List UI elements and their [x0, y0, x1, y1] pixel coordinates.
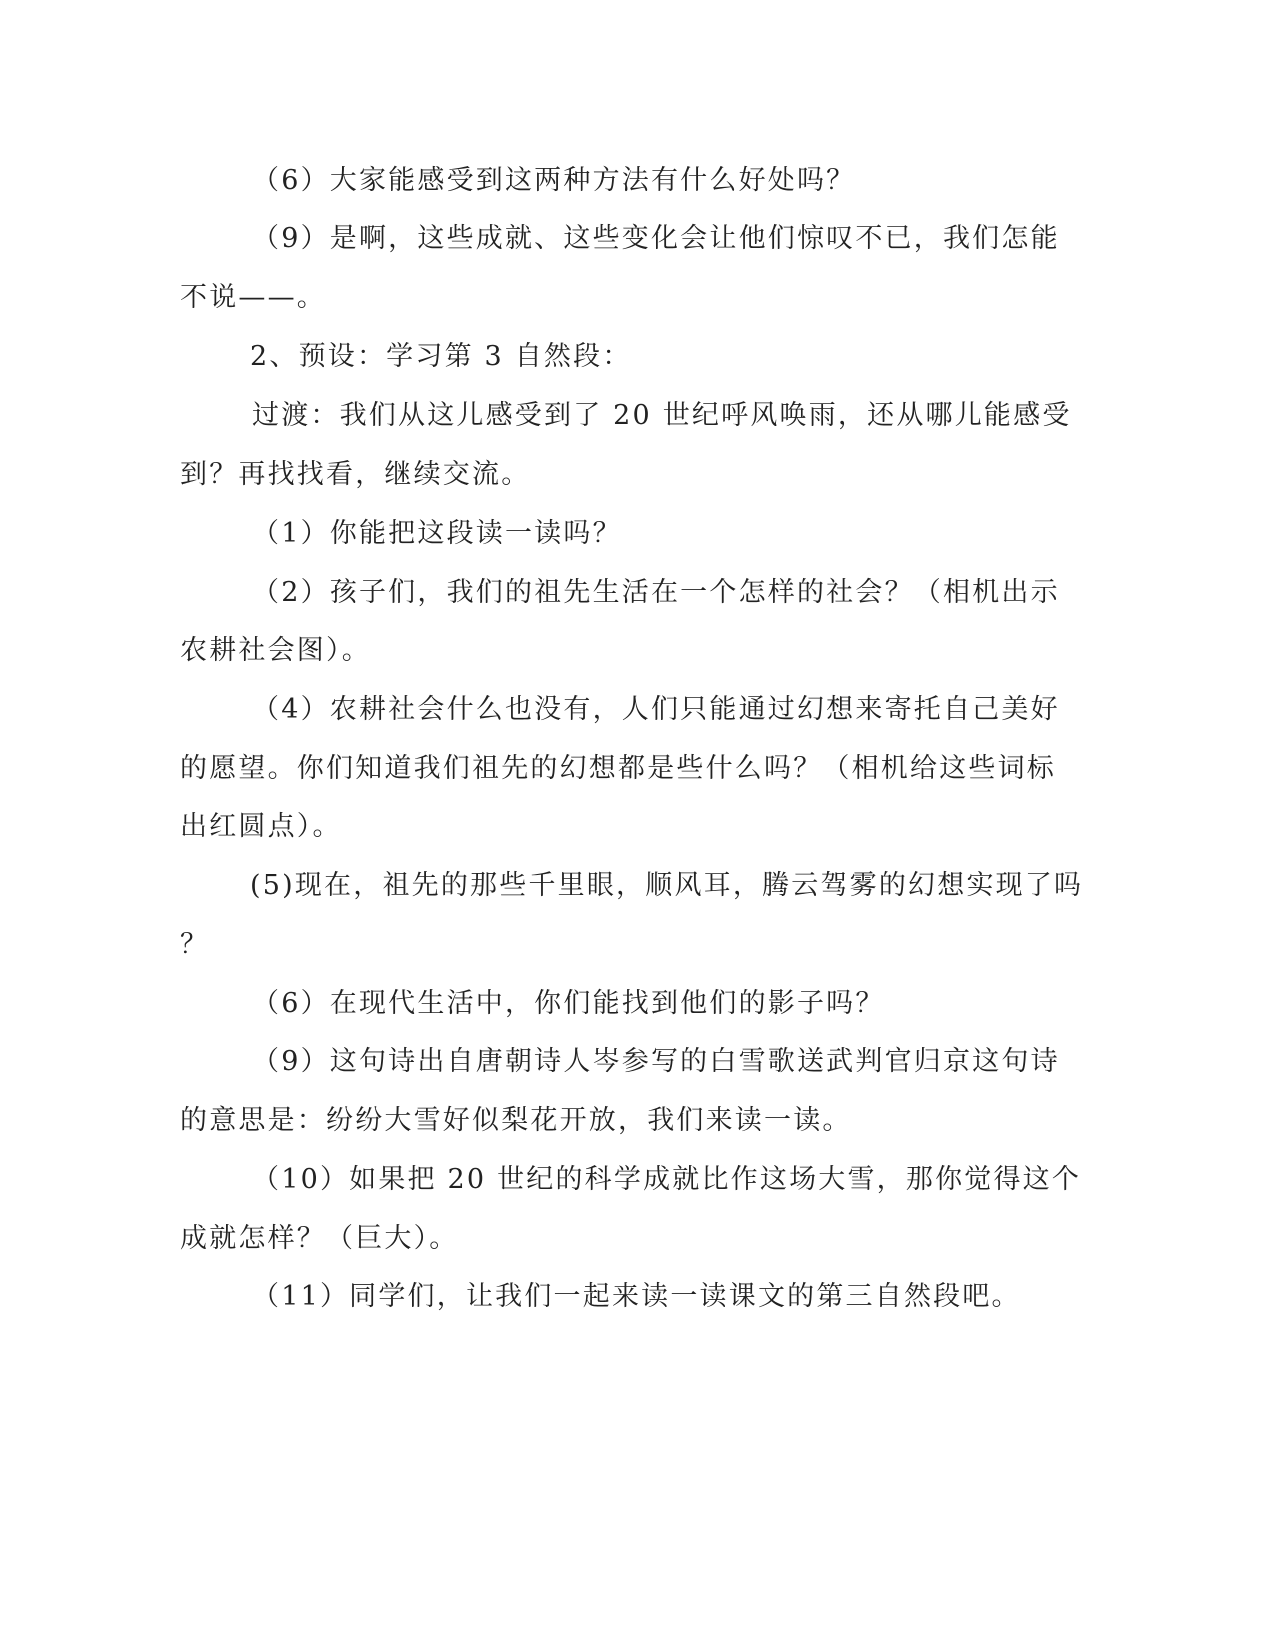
- paragraph-line-14: ？: [180, 929, 210, 960]
- paragraph-line-15: （6）在现代生活中，你们能找到他们的影子吗？: [252, 988, 885, 1019]
- paragraph-line-5: 过渡：我们从这儿感受到了 20 世纪呼风唤雨，还从哪儿能感受: [252, 400, 1072, 431]
- paragraph-line-6: 到？再找找看，继续交流。: [180, 459, 531, 490]
- paragraph-line-17: 的意思是：纷纷大雪好似梨花开放，我们来读一读。: [180, 1105, 852, 1136]
- paragraph-line-2: （9）是啊，这些成就、这些变化会让他们惊叹不已，我们怎能: [252, 223, 1060, 254]
- paragraph-line-18: （10）如果把 20 世纪的科学成就比作这场大雪，那你觉得这个: [252, 1164, 1082, 1195]
- paragraph-line-19: 成就怎样？（巨大）。: [180, 1223, 459, 1254]
- paragraph-line-3: 不说——。: [180, 282, 326, 313]
- paragraph-line-7: （1）你能把这段读一读吗？: [252, 518, 622, 549]
- paragraph-line-11: 的愿望。你们知道我们祖先的幻想都是些什么吗？（相机给这些词标: [180, 753, 1056, 784]
- paragraph-line-1: （6）大家能感受到这两种方法有什么好处吗？: [252, 165, 856, 196]
- paragraph-line-12: 出红圆点）。: [180, 811, 342, 842]
- section-heading: 2、预设：学习第 3 自然段：: [250, 341, 632, 372]
- paragraph-line-16: （9）这句诗出自唐朝诗人岑参写的白雪歌送武判官归京这句诗: [252, 1046, 1060, 1077]
- paragraph-line-20: （11）同学们，让我们一起来读一读课文的第三自然段吧。: [252, 1281, 1021, 1312]
- paragraph-line-10: （4）农耕社会什么也没有，人们只能通过幻想来寄托自己美好: [252, 694, 1060, 725]
- paragraph-line-8: （2）孩子们，我们的祖先生活在一个怎样的社会？（相机出示: [252, 577, 1060, 608]
- paragraph-line-9: 农耕社会图）。: [180, 635, 371, 666]
- paragraph-line-13: (5)现在，祖先的那些千里眼，顺风耳，腾云驾雾的幻想实现了吗: [250, 870, 1084, 901]
